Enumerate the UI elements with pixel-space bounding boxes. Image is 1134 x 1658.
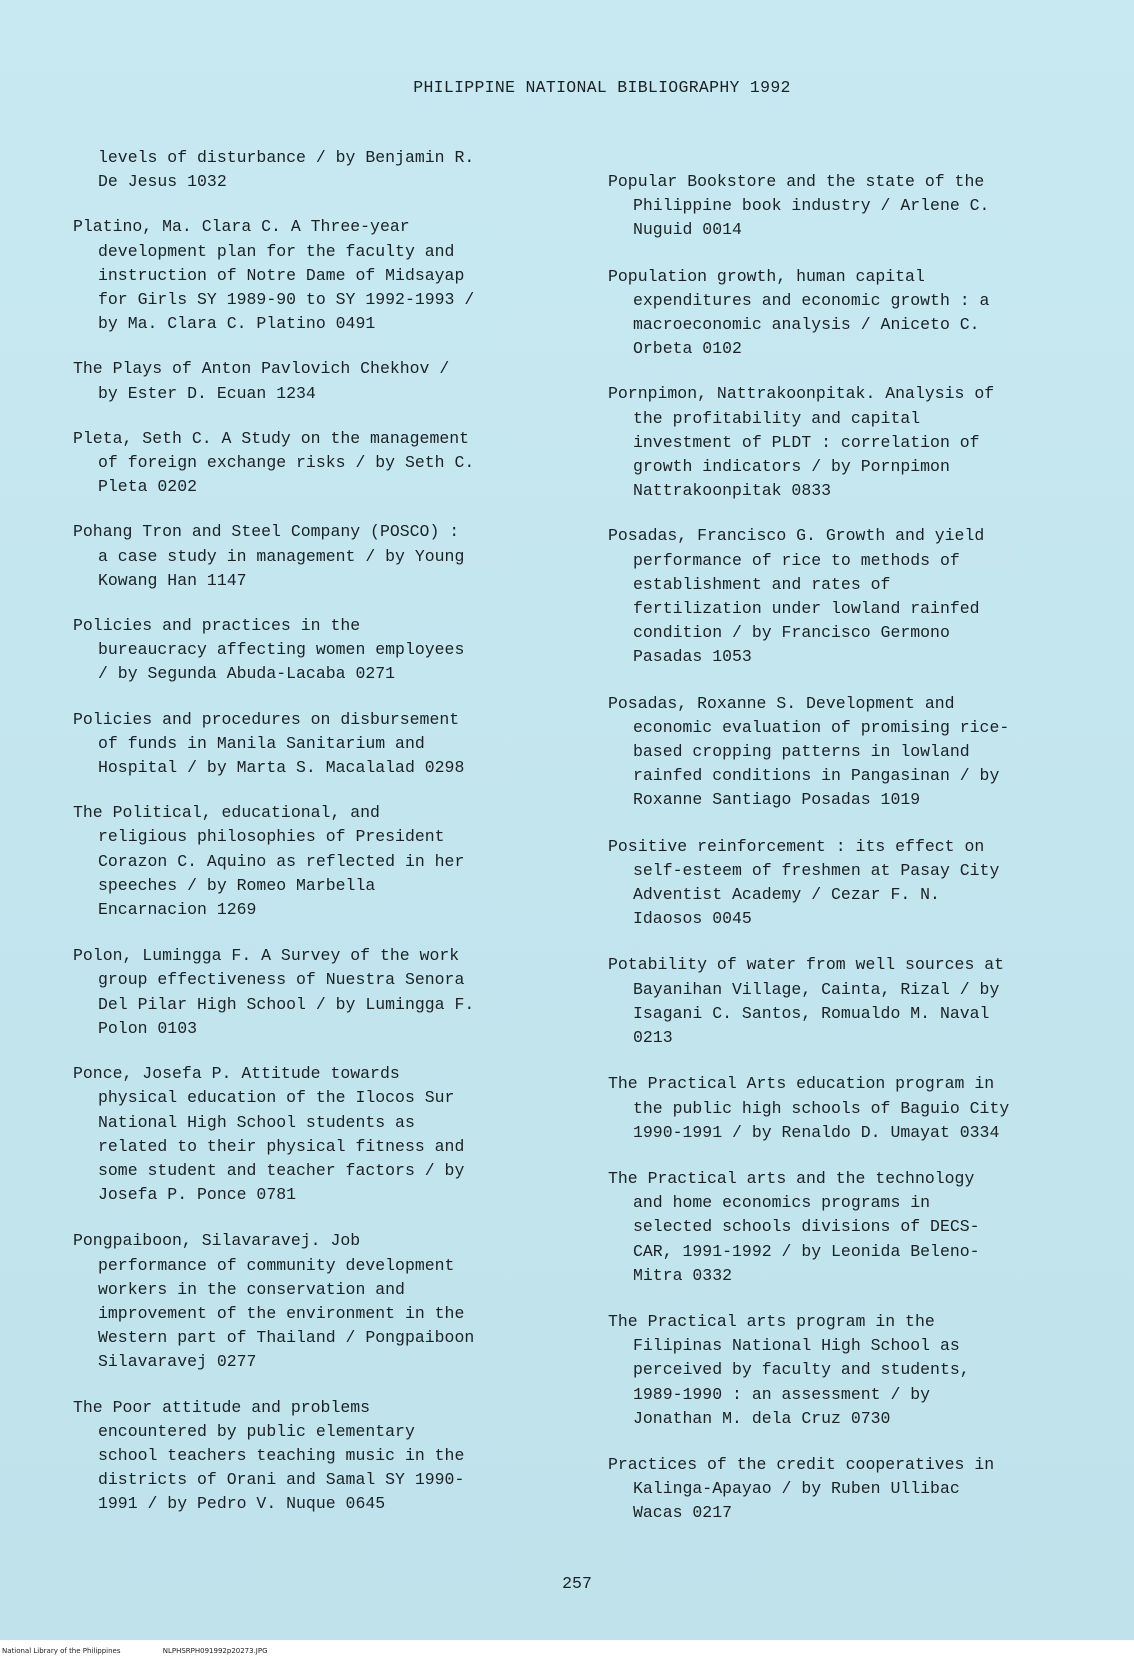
bibliography-entry: Popular Bookstore and the state of the Philippine book industry / Arlene C. Nuguid 0014 (608, 172, 990, 240)
bibliography-entry: Policies and practices in the bureaucracy affecting women employees / by Segunda Abuda-Lacaba 0271 (73, 616, 465, 684)
bibliography-entry: Pleta, Seth C. A Study on the management of foreign exchange risks / by Seth C. Pleta 0202 (73, 428, 475, 497)
scan-footer-bar (0, 1640, 1134, 1658)
bibliography-entry: Platino, Ma. Clara C. A Three-year development plan for the faculty and instruction of Notre Dame of Midsayap for Girls SY 1989-90 to SY 1992-1993 / by Ma. Clara C. Platino 0491 (73, 217, 475, 334)
bibliography-entry: Positive reinforcement : its effect on self-esteem of freshmen at Pasay City Adventist Academy / Cezar F. N. Idaosos 0045 (608, 836, 1000, 929)
scan-footer (2, 1647, 308, 1655)
bibliography-entry: Pornpimon, Nattrakoonpitak. Analysis of the profitability and capital investment of PLDT : correlation of growth indicators / by Pornpimon Nattrakoonpitak 0833 (608, 384, 995, 501)
footer-library: National Library of the Philippines (2, 1647, 121, 1655)
bibliography-entry: Posadas, Francisco G. Growth and yield performance of rice to methods of establishment and rates of fertilization under lowland rainfed condition / by Francisco Germono Pasadas 1053 (608, 526, 985, 667)
bibliography-entry: The Political, educational, and religious philosophies of President Corazon C. Aquino as reflected in her speeches / by Romeo Marbella Encarnacion 1269 (73, 803, 465, 920)
bibliography-entry: Potability of water from well sources at Bayanihan Village, Cainta, Rizal / by Isagani C. Santos, Romualdo M. Naval 0213 (608, 955, 1005, 1048)
bibliography-entry: Pohang Tron and Steel Company (POSCO) : a case study in management / by Young Kowang Han 1147 (73, 522, 465, 590)
footer-file-id: NLPHSRPH091992p20273.JPG (162, 1647, 268, 1655)
bibliography-entry: Ponce, Josefa P. Attitude towards physical education of the Ilocos Sur National High School students as related to their physical fitness and some student and teacher factors / by Josefa P. Ponce 0781 (73, 1064, 465, 1205)
bibliography-entry: Practices of the credit cooperatives in Kalinga-Apayao / by Ruben Ullibac Wacas 0217 (608, 1454, 995, 1523)
bibliography-entry: Posadas, Roxanne S. Development and economic evaluation of promising rice- based cropping patterns in lowland rainfed conditions in Pangasinan / by Roxanne Santiago Posadas 1019 (608, 693, 1010, 810)
bibliography-entry: levels of disturbance / by Benjamin R. De Jesus 1032 (98, 148, 475, 192)
page-number: 257 (562, 1574, 592, 1593)
running-head: PHILIPPINE NATIONAL BIBLIOGRAPHY 1992 (413, 78, 791, 97)
bibliography-entry: The Practical arts and the technology and home economics programs in selected schools divisions of DECS- CAR, 1991-1992 / by Leonida Beleno- Mitra 0332 (608, 1168, 980, 1285)
right-column (608, 170, 1103, 1526)
bibliography-entry: The Practical Arts education program in the public high schools of Baguio City 1990-1991 / by Renaldo D. Umayat 0334 (608, 1074, 1010, 1142)
bibliography-entry: Pongpaiboon, Silavaravej. Job performance of community development workers in the conservation and improvement of the environment in the Western part of Thailand / Pongpaiboon Silavaravej 0277 (73, 1231, 475, 1372)
bibliography-entry: The Poor attitude and problems encountered by public elementary school teachers teaching music in the districts of Orani and Samal SY 1990- 1991 / by Pedro V. Nuque 0645 (73, 1397, 465, 1514)
left-column (73, 146, 568, 1517)
bibliography-entry: Polon, Lumingga F. A Survey of the work group effectiveness of Nuestra Senora Del Pilar High School / by Lumingga F. Polon 0103 (73, 946, 475, 1038)
bibliography-entry: Population growth, human capital expenditures and economic growth : a macroeconomic analysis / Aniceto C. Orbeta 0102 (608, 266, 990, 359)
bibliography-entry: The Plays of Anton Pavlovich Chekhov / by Ester D. Ecuan 1234 (73, 359, 450, 403)
bibliography-entry: Policies and procedures on disbursement of funds in Manila Sanitarium and Hospital / by Marta S. Macalalad 0298 (73, 709, 465, 778)
bibliography-entry: The Practical arts program in the Filipinas National High School as perceived by faculty and students, 1989-1990 : an assessment / by Jonathan M. dela Cruz 0730 (608, 1311, 970, 1428)
